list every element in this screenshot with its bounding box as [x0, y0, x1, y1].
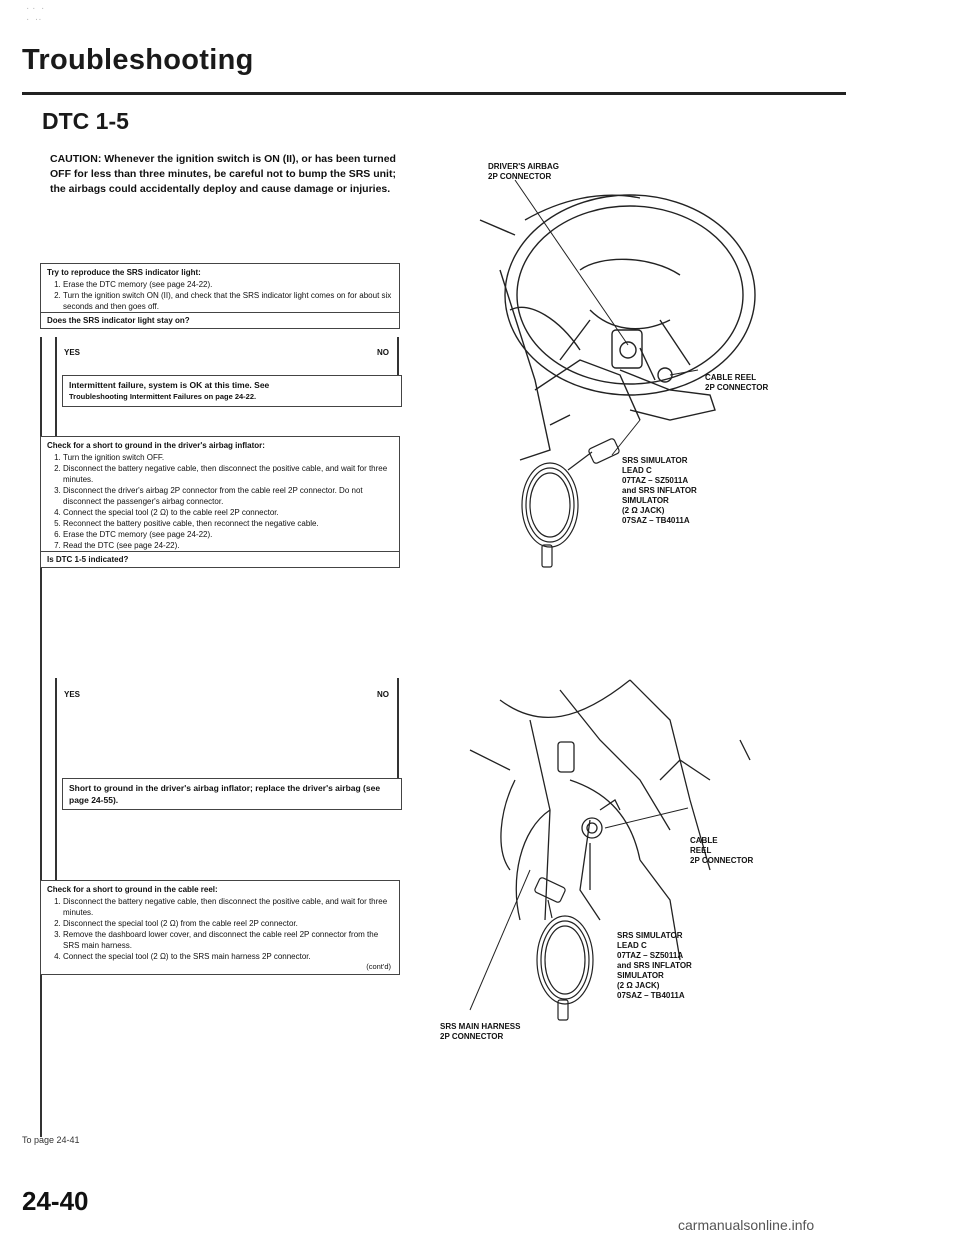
step3-heading: Check for a short to ground in the cable reel:	[47, 885, 218, 894]
step2-question: Is DTC 1-5 indicated?	[41, 551, 399, 567]
step2-yes: YES	[64, 690, 81, 699]
step2-item: 3. Disconnect the driver's airbag 2P connector from the cable reel 2P connector. Do not disconnect the passenger's airbag connector.	[63, 485, 393, 507]
flow-line-no2	[397, 678, 399, 778]
label-simulator-top: SRS SIMULATOR LEAD C 07TAZ – SZ5011A and SRS INFLATOR SIMULATOR (2 Ω JACK) 07SAZ – TB4011A	[622, 456, 697, 525]
step2-item: 4. Connect the special tool (2 Ω) to the cable reel 2P connector.	[63, 507, 393, 518]
result-inflator-box	[62, 778, 402, 810]
label-drivers-airbag: DRIVER'S AIRBAG 2P CONNECTOR	[488, 162, 559, 181]
title-rule	[22, 92, 846, 95]
watermark: carmanualsonline.info	[678, 1217, 815, 1233]
step2-item: 2. Disconnect the battery negative cable, then disconnect the positive cable, and wait for three minutes.	[63, 463, 393, 485]
step1-item: 2. Turn the ignition switch ON (II), and check that the SRS indicator light comes on for about six seconds and then goes off.	[63, 290, 393, 312]
label-simulator-bottom: SRS SIMULATOR LEAD C 07TAZ – SZ5011A and SRS INFLATOR SIMULATOR (2 Ω JACK) 07SAZ – TB4011A	[617, 931, 692, 1000]
label-cable-reel-bottom: CABLE REEL 2P CONNECTOR	[690, 836, 754, 865]
flow-line-yes2	[55, 678, 57, 880]
flow-line-no1	[397, 337, 399, 375]
to-page-link[interactable]: To page 24-41	[22, 1135, 80, 1145]
faint-page-ghost: · · · · ··	[26, 3, 45, 25]
step1-item: 1. Erase the DTC memory (see page 24-22).	[63, 279, 393, 290]
step3-item: 2. Disconnect the special tool (2 Ω) from the cable reel 2P connector.	[63, 918, 393, 929]
step1-no: NO	[377, 348, 389, 357]
step2-item: 1. Turn the ignition switch OFF.	[63, 452, 393, 463]
result-intermittent-box	[62, 375, 402, 407]
step2-box	[40, 436, 400, 568]
step1-heading: Try to reproduce the SRS indicator light:	[47, 268, 201, 277]
step2-item: 7. Read the DTC (see page 24-22).	[63, 540, 393, 551]
step2-item: 6. Erase the DTC memory (see page 24-22).	[63, 529, 393, 540]
result-intermittent-sub: Troubleshooting Intermittent Failures on page 24-22.	[69, 392, 257, 401]
step3-cont: (cont'd)	[366, 962, 391, 971]
step1-question: Does the SRS indicator light stay on?	[41, 312, 399, 328]
step1-list	[41, 279, 399, 312]
step3-item: 3. Remove the dashboard lower cover, and disconnect the cable reel 2P connector from the SRS main harness.	[63, 929, 393, 951]
caution-text: CAUTION: Whenever the ignition switch is ON (II), or has been turned OFF for less than three minutes, be careful not to bump the SRS unit; the airbags could accidentally deploy and cause damage or injuries.	[50, 153, 396, 195]
step3-box	[40, 880, 400, 975]
result-inflator-main: Short to ground in the driver's airbag inflator; replace the driver's airbag (see page 24-55).	[69, 783, 381, 805]
step3-list	[41, 896, 399, 962]
step1-yes: YES	[64, 348, 81, 357]
section-title: DTC 1-5	[42, 108, 129, 134]
label-main-harness: SRS MAIN HARNESS 2P CONNECTOR	[440, 1022, 521, 1041]
step2-no: NO	[377, 690, 389, 699]
step2-heading: Check for a short to ground in the driver's airbag inflator:	[47, 441, 265, 450]
page-number: 24-40	[22, 1186, 89, 1216]
step1-box	[40, 263, 400, 329]
result-intermittent-main: Intermittent failure, system is OK at this time. See	[69, 380, 270, 390]
flow-line-yes1	[55, 337, 57, 437]
steering-wheel-illustration	[440, 160, 800, 580]
step2-item: 5. Reconnect the battery positive cable, then reconnect the negative cable.	[63, 518, 393, 529]
step2-list	[41, 452, 399, 551]
step3-item: 4. Connect the special tool (2 Ω) to the SRS main harness 2P connector.	[63, 951, 393, 962]
page-title: Troubleshooting	[22, 44, 254, 76]
label-cable-reel-top: CABLE REEL 2P CONNECTOR	[705, 373, 769, 392]
step3-item: 1. Disconnect the battery negative cable, then disconnect the positive cable, and wait for three minutes.	[63, 896, 393, 918]
